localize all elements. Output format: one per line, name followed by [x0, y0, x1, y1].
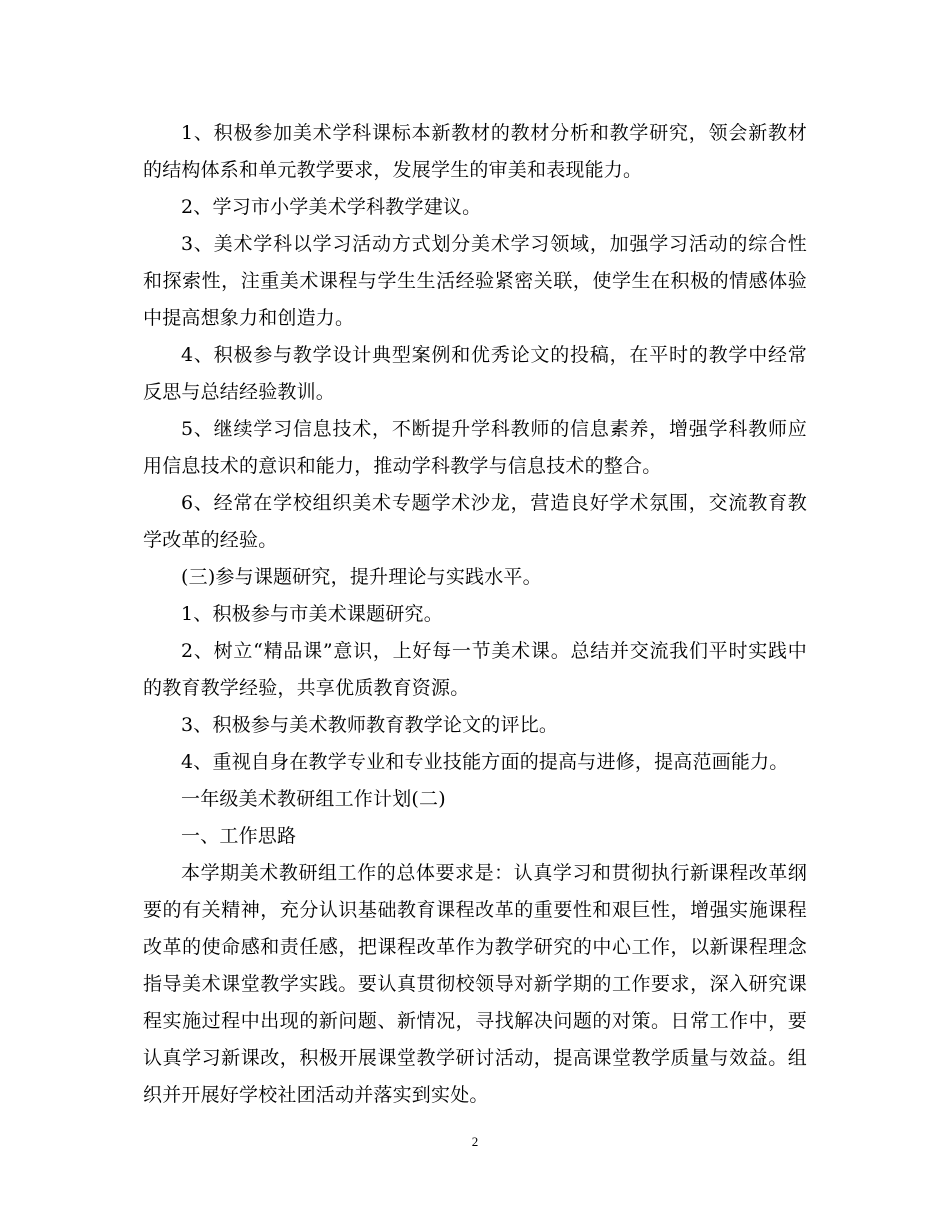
paragraph-2: 2、学习市小学美术学科教学建议。	[181, 196, 482, 218]
paragraph-8: 2、树立“精品课”意识，上好每一节美术课。总结并交流我们平时实践中的教育教学经验，共享优质教育资源。	[143, 640, 807, 699]
paragraph-3: 3、美术学科以学习活动方式划分美术学习领域，加强学习活动的综合性和探索性，注重美术课程与学生生活经验紧密关联，使学生在积极的情感体验中提高想象力和创造力。	[143, 233, 807, 329]
paragraph-6: 6、经常在学校组织美术专题学术沙龙，营造良好学术氛围，交流教育教学改革的经验。	[143, 492, 807, 551]
section-heading-3: (三)参与课题研究，提升理论与实践水平。	[181, 566, 542, 588]
paragraph-1: 1、积极参加美术学科课标本新教材的教材分析和教学研究，领会新教材的结构体系和单元教学要求，发展学生的审美和表现能力。	[143, 122, 807, 181]
paragraph-9: 3、积极参与美术教师教育教学论文的评比。	[181, 714, 559, 736]
section-heading-1: 一、工作思路	[181, 825, 297, 847]
document-body	[143, 115, 807, 1114]
document-subtitle: 一年级美术教研组工作计划(二)	[181, 788, 446, 810]
paragraph-10: 4、重视自身在教学专业和专业技能方面的提高与进修，提高范画能力。	[181, 751, 789, 773]
paragraph-5: 5、继续学习信息技术，不断提升学科教师的信息素养，增强学科教师应用信息技术的意识和能力，推动学科教学与信息技术的整合。	[143, 418, 807, 477]
paragraph-7: 1、积极参与市美术课题研究。	[181, 603, 443, 625]
paragraph-11: 本学期美术教研组工作的总体要求是：认真学习和贯彻执行新课程改革纲要的有关精神，充分认识基础教育课程改革的重要性和艰巨性，增强实施课程改革的使命感和责任感，把课程改革作为教学研究的中心工作，以新课程理念指导美术课堂教学实践。要认真贯彻校领导对新学期的工作要求，深入研究课程实施过程中出现的新问题、新情况，寻找解决问题的对策。日常工作中，要认真学习新课改，积极开展课堂教学研讨活动，提高课堂教学质量与效益。组织并开展好学校社团活动并落实到实处。	[143, 862, 807, 1106]
paragraph-4: 4、积极参与教学设计典型案例和优秀论文的投稿，在平时的教学中经常反思与总结经验教训。	[143, 344, 807, 403]
page-number: 2	[471, 1134, 479, 1149]
